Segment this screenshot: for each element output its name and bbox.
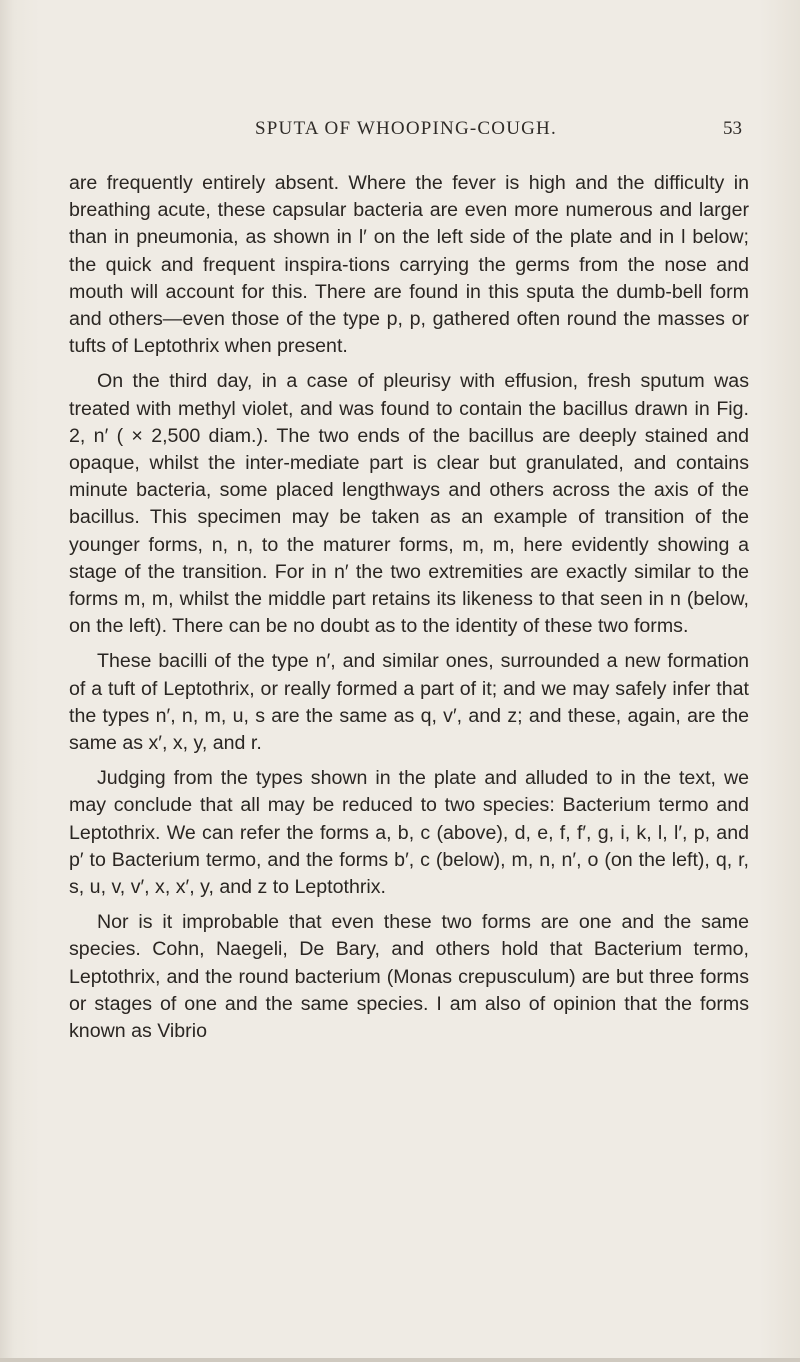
paragraph: On the third day, in a case of pleurisy with effusion, fresh sputum was treated with methyl violet, and was found to contain the bacillus drawn in Fig. 2, n′ ( × 2,500 diam.). The two ends of the bacillus are deeply stained and opaque, whilst the inter-mediate part is clear but granulated, and contains minute bacteria, some placed lengthways and others across the axis of the bacillus. This specimen may be taken as an example of transition of the younger forms, n, n, to the maturer forms, m, m, here evidently showing a stage of the transition. For in n′ the two extremities are exactly similar to the forms m, m, whilst the middle part retains its likeness to that seen in n (below, on the left). There can be no doubt as to the identity of these two forms. [69,370,749,638]
page-header [0,118,800,148]
page-number: 53 [723,118,742,139]
body-text [69,170,749,1053]
page-bottom-edge [0,1358,800,1362]
paragraph: These bacilli of the type n′, and similar ones, surrounded a new formation of a tuft of Leptothrix, or really formed a part of it; and we may safely infer that the types n′, n, m, u, s are the same as q, v′, and z; and these, again, are the same as x′, x, y, and r. [69,650,749,755]
paragraph: are frequently entirely absent. Where the fever is high and the difficulty in breathing acute, these capsular bacteria are even more numerous and larger than in pneumonia, as shown in l′ on the left side of the plate and in l below; the quick and frequent inspira-tions carrying the germs from the nose and mouth will account for this. There are found in this sputa the dumb-bell form and others—even those of the type p, p, gathered often round the masses or tufts of Leptothrix when present. [69,172,749,358]
paragraph: Judging from the types shown in the plate and alluded to in the text, we may conclude that all may be reduced to two species: Bacterium termo and Leptothrix. We can refer the forms a, b, c (above), d, e, f, f′, g, i, k, l, l′, p, and p′ to Bacterium termo, and the forms b′, c (below), m, n, n′, o (on the left), q, r, s, u, v, v′, x, x′, y, and z to Leptothrix. [69,767,749,899]
running-head: SPUTA OF WHOOPING-COUGH. [255,118,557,139]
paragraph: Nor is it improbable that even these two forms are one and the same species. Cohn, Naegeli, De Bary, and others hold that Bacterium termo, Leptothrix, and the round bacterium (Monas crepusculum) are but three forms or stages of one and the same species. I am also of opinion that the forms known as Vibrio [69,911,749,1043]
